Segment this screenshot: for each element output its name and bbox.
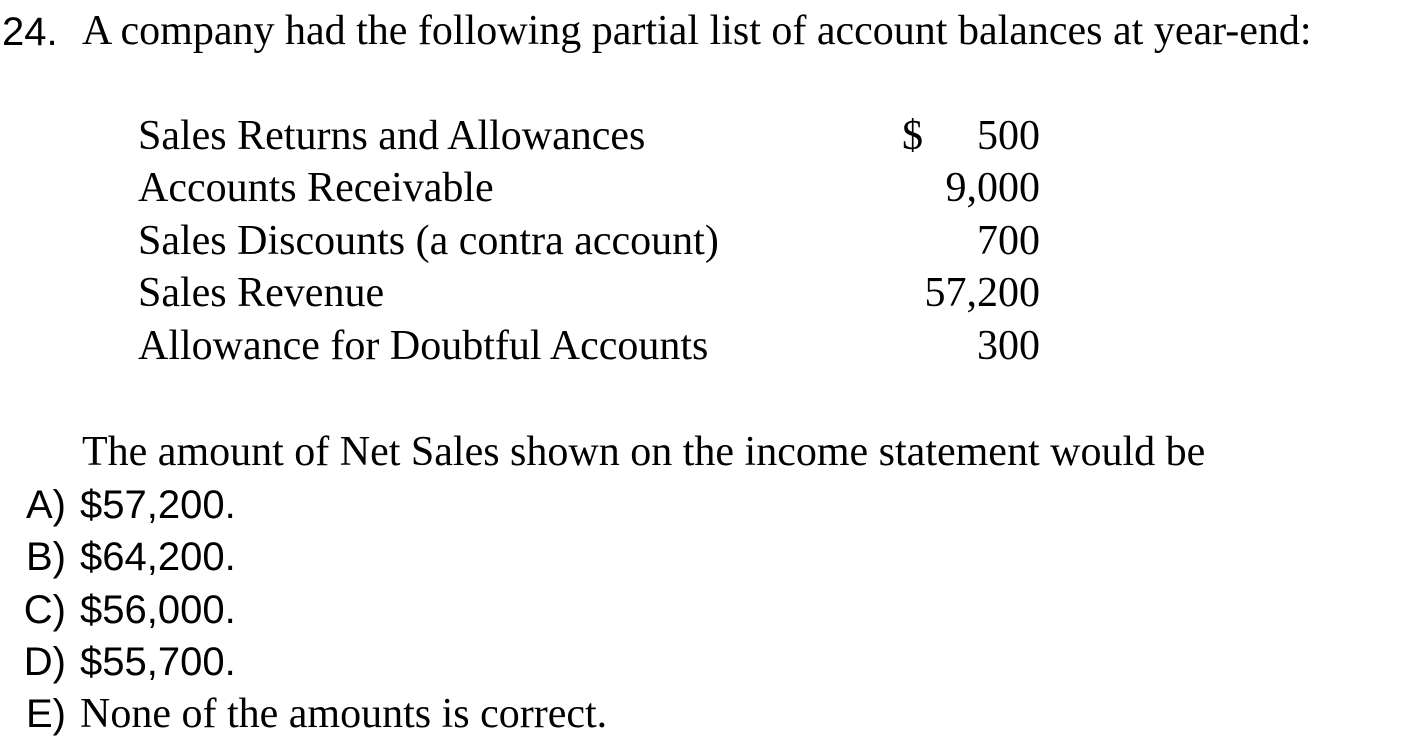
account-name: Allowance for Doubtful Accounts (138, 323, 709, 369)
choice-letter: A) (26, 483, 66, 527)
choice-letter: E) (26, 692, 66, 736)
account-amount: 700 (977, 218, 1040, 264)
account-name: Sales Returns and Allowances (138, 113, 646, 159)
account-amount: 57,200 (924, 270, 1040, 316)
question-stem: The amount of Net Sales shown on the income statement would be (82, 429, 1206, 475)
choice-text: $64,200. (80, 535, 236, 579)
account-amount: 500 (977, 113, 1040, 159)
choice-text: None of the amounts is correct. (80, 691, 608, 737)
account-amount: 300 (977, 323, 1040, 369)
account-name: Sales Discounts (a contra account) (138, 218, 719, 264)
account-name: Sales Revenue (138, 270, 385, 316)
choice-text: $55,700. (80, 640, 236, 684)
currency-symbol: $ (902, 113, 923, 159)
choice-letter: C) (23, 588, 66, 632)
choice-text: $57,200. (80, 483, 236, 527)
choice-letter: D) (23, 640, 66, 684)
question-number: 24. (2, 10, 58, 54)
choice-text: $56,000. (80, 588, 236, 632)
choice-letter: B) (26, 535, 66, 579)
account-amount: 9,000 (945, 165, 1040, 211)
question-prompt: A company had the following partial list of account balances at year-end: (82, 8, 1312, 54)
account-name: Accounts Receivable (138, 165, 494, 211)
